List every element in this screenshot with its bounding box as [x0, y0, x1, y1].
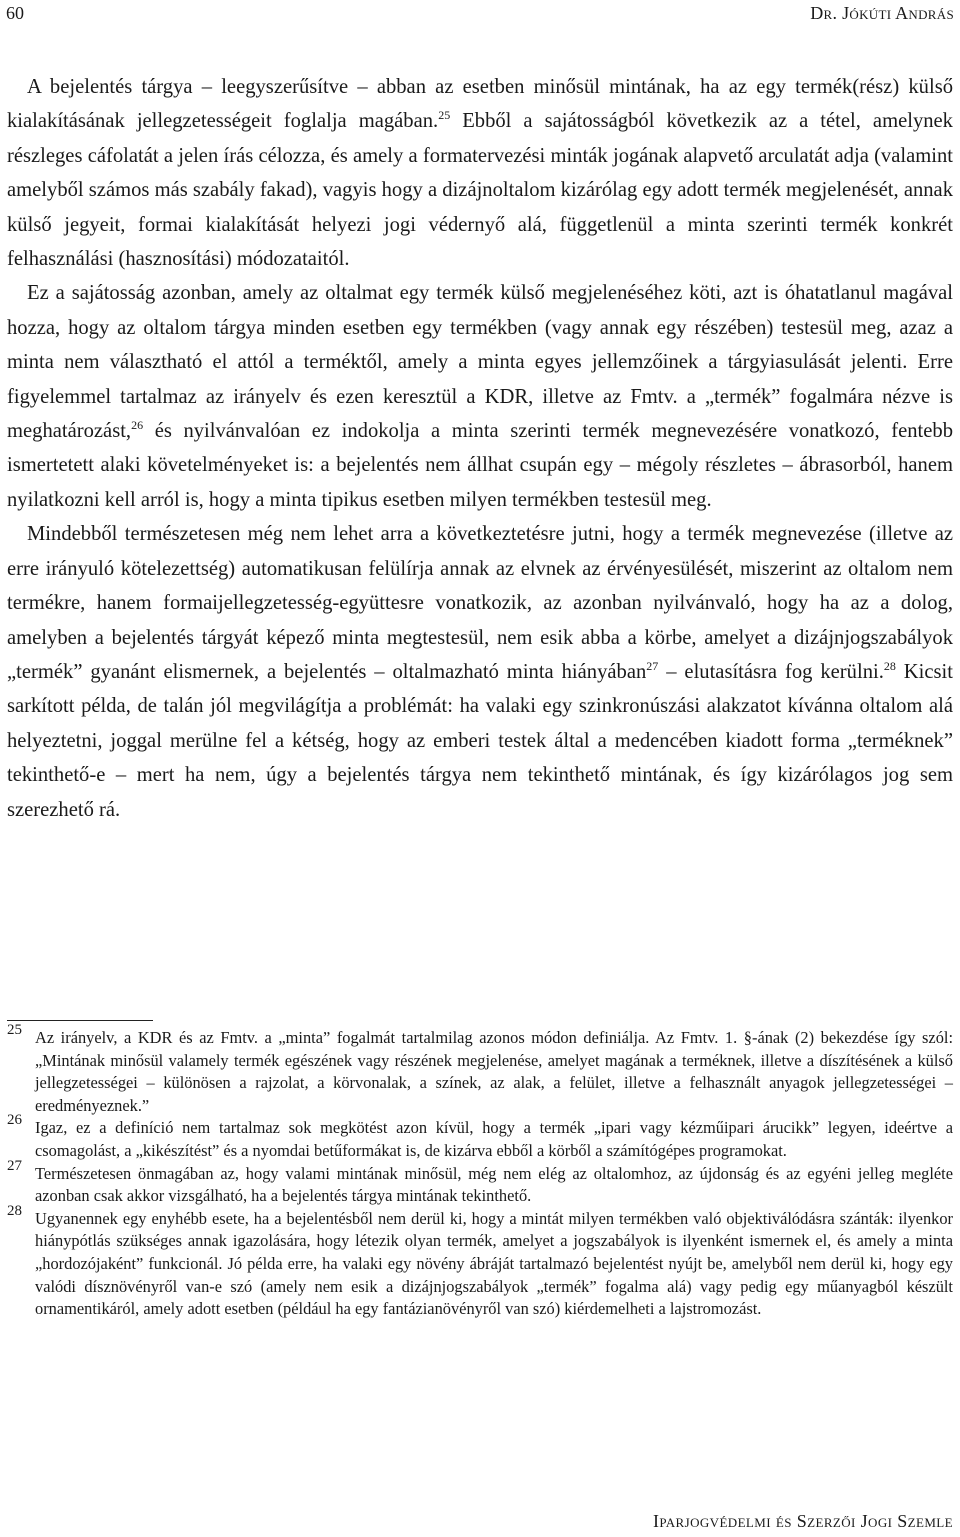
- page-number: 60: [6, 3, 24, 23]
- journal-footer: Iparjogvédelmi és Szerzői Jogi Szemle: [652, 1511, 953, 1531]
- footnote-text: Ugyanennek egy enyhébb esete, ha a bejelentésből nem derül ki, hogy a mintát milyen termékben való objektiválódásra szánták: ilyenkor hiánypótlás szükséges annak igazolására, hogy létezik olyan termék, amelyet a jogszabályok is ilyenként ismernek el, és amely a minta „hordozójaként” funkcionál. Jó példa erre, ha valaki egy növény ábráját tartalmazó bejelentést nyújt be, amelyből nem derül ki, hogy egy valódi dísznövényről van-e szó (amely nem esik a dizájnjogszabályok „termék” fogalma alá) vagy pedig egy műanyagból készült ornamentikáról, amely adott esetben (például ha egy fantázianövényről van szó) kiérdemelheti a lajstromozást.: [35, 1208, 953, 1319]
- footnote-ref-28[interactable]: 28: [883, 658, 896, 673]
- footnote-text: Természetesen önmagában az, hogy valami mintának minősül, még nem elég az oltalomhoz, az újdonság és az egyéni jelleg megléte azonban csak akkor vizsgálható, ha a bejelentés tárgya mintának tekinthető.: [35, 1163, 953, 1206]
- running-head-author: Dr. Jókúti András: [810, 3, 954, 23]
- footnote-number: 26: [7, 1112, 22, 1129]
- footnote-text: Igaz, ez a definíció nem tartalmaz sok megkötést azon kívül, hogy a termék „ipari vagy kézműipari árucikk” legyen, ideértve a csomagolást, a „kikészítést” és a nyomdai betűformákat is, de kizárva ebből a körből a számítógépes programokat.: [35, 1118, 953, 1160]
- body-text: [7, 70, 953, 827]
- footnote-ref-27[interactable]: 27: [646, 658, 659, 673]
- paragraph-text: A bejelentés tárgya – leegyszerűsítve – abban az esetben minősül mintának, ha az egy termék(rész) külső kialakításának jellegzetességeit foglalja magában.: [7, 76, 953, 133]
- paragraph-text: Ez a sajátosság azonban, amely az oltalmat egy termék külső megjelenéséhez köti, azt is óhatatlanul magával hozza, hogy az oltalom tárgya minden esetben egy termékben (vagy annak egy részében) testesül meg, azaz a minta nem választható el attól a terméktől, amely a minta egyes jellemzőinek a tárgyiasulását jelenti. Erre figyelemmel tartalmaz az irányelv és ezen keresztül a KDR, illetve az Fmtv. a „termék” fogalmára nézve is meghatározást,: [7, 282, 953, 443]
- footnote-ref-26[interactable]: 26: [131, 418, 144, 433]
- footnote-25: [7, 1022, 953, 1117]
- footnote-27: [7, 1157, 953, 1208]
- paragraph-text: – elutasításra fog kerülni.: [658, 660, 884, 683]
- paragraph-text: Kicsit sarkított példa, de talán jól megvilágítja a problémát: ha valaki egy szinkronúszási alakzatot kívánna oltalom alá helyeztetni, joggal merülne fel a kétség, hogy az emberi testek által a medencében kiadott forma „terméknek” tekinthető-e – mert ha nem, úgy a bejelentés tárgya nem tekinthető mintának, és így kizárólagos jog sem szerezhető rá.: [7, 660, 953, 821]
- paragraph-text: Mindebből természetesen még nem lehet arra a következtetésre jutni, hogy a termék megnevezése (illetve az erre irányuló kötelezettség) automatikusan felülírja annak az elvnek az érvényesülését, miszerint az oltalom nem termékre, hanem formaijellegzetesség-együttesre vonatkozik, az azonban nyilvánvaló, hogy ha az a dolog, amelyben a bejelentés tárgyát képező minta megtestesül, nem esik abba a körbe, amelyet a dizájnjogszabályok „termék” gyanánt elismernek, a bejelentés – oltalmazható minta hiányában: [7, 523, 953, 683]
- footnote-ref-25[interactable]: 25: [438, 108, 451, 123]
- footnote-number: 25: [7, 1022, 22, 1038]
- footnote-text: Az irányelv, a KDR és az Fmtv. a „minta” fogalmát tartalmilag azonos módon definiálja. Az Fmtv. 1. §-ának (2) bekezdése így szól: „Mintának minősül valamely termék egészének vagy részének megjelenése, amelyet magának a terméknek, illetve a díszítésének a külső jellegzetességei – különösen a rajzolat, a körvonalak, a színek, az alak, a felület, illetve a felhasznált anyagok jellegzetességei – eredményeznek.”: [35, 1028, 953, 1115]
- paragraph-text: Ebből a sajátosságból következik az a tétel, amelynek részleges cáfolatát a jelen írás célozza, és amely a formatervezési minták jogának alapvető arculatát adja (valamint amelyből számos más szabály fakad), vagyis hogy a dizájnoltalom kizárólag egy adott termék megjelenését, annak külső jegyeit, formai kialakítását helyezi jogi védernyő alá, függetlenül a minta szerinti termék konkrét felhasználási (hasznosítási) módozataitól.: [7, 110, 953, 271]
- footnote-26: [7, 1112, 953, 1162]
- footnote-number: 28: [7, 1202, 22, 1219]
- footnotes: [7, 1022, 953, 1321]
- paragraph-1: [7, 70, 953, 276]
- page-header: [6, 2, 954, 24]
- footnote-number: 27: [7, 1157, 22, 1174]
- paragraph-2: [7, 276, 953, 517]
- paragraph-3: [7, 517, 953, 827]
- footnote-28: [7, 1202, 953, 1321]
- footnote-separator: [7, 1020, 153, 1021]
- paragraph-text: és nyilvánvalóan ez indokolja a minta szerinti termék megnevezésére vonatkozó, fentebb ismertetett alaki követelményeket is: a bejelentés nem állhat csupán egy – mégoly részletes – ábrasorból, hanem nyilatkozni kell arról is, hogy a minta tipikus esetben milyen termékben testesül meg.: [7, 420, 953, 511]
